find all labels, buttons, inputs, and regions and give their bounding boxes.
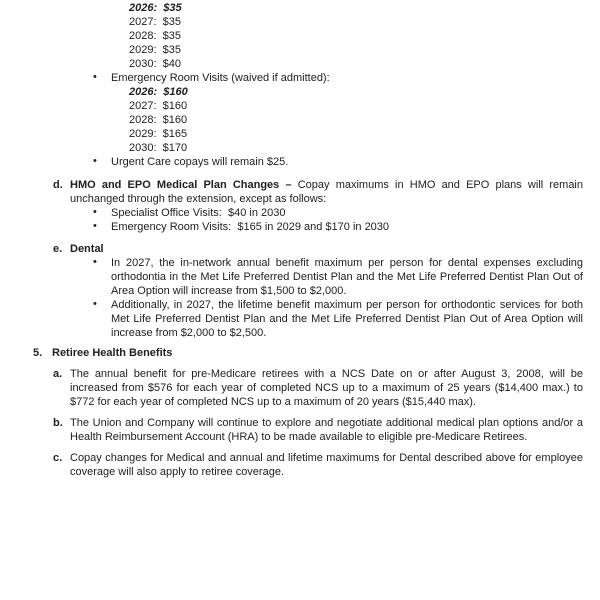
item-letter-label: d. — [53, 179, 63, 191]
item-e-dental — [0, 242, 583, 340]
copay-year-line: 2027: $35 — [129, 16, 181, 28]
section-number-label: 5. — [33, 347, 43, 359]
item-text: The Union and Company will continue to explore and negotiate additional medical plan options and/or a Health Reimbursement Account (HRA) to be made available to eligible pre-Medicare Retirees. — [70, 417, 583, 443]
er-visits-bullet — [70, 220, 583, 234]
emergency-room-bullet — [0, 71, 583, 85]
bullet-text: Additionally, in 2027, the lifetime benefit maximum per person for orthodontic services for both Met Life Preferred Dentist Plan and the Met Life Preferred Dentist Plan Out of Area Option will increase from $2,000 to $2,500. — [111, 299, 583, 339]
item-letter-label: c. — [53, 452, 63, 464]
bullet-text: In 2027, the in-network annual benefit maximum per person for dental expenses excluding orthodontia in the Met Life Preferred Dentist Plan and the Met Life Preferred Dentist Plan Out of Area Option will increase from $1,500 to $2,000. — [111, 257, 583, 297]
item-a-retiree-annual-benefit — [0, 367, 583, 409]
bullet-text: Emergency Room Visits (waived if admitted): — [111, 72, 330, 84]
item-d-title: HMO and EPO Medical Plan Changes – — [70, 179, 298, 191]
bullet-icon: • — [93, 256, 97, 268]
copay-year-line: 2027: $160 — [129, 100, 188, 112]
dental-lifetime-max-bullet — [70, 298, 583, 340]
item-letter-label: e. — [53, 243, 63, 255]
item-d-body: Copay maximums in HMO and EPO plans will remain unchanged through the extension, except as follows: — [70, 179, 583, 205]
item-d-paragraph — [70, 178, 583, 206]
item-d-hmo-epo-changes — [0, 178, 583, 234]
specialist-copay-year-list — [0, 1, 583, 71]
bullet-icon: • — [93, 71, 97, 83]
copay-year-line: 2030: $40 — [129, 58, 181, 70]
bullet-text: Specialist Office Visits: $40 in 2030 — [111, 207, 286, 219]
bullet-text: Urgent Care copays will remain $25. — [111, 156, 289, 168]
bullet-icon: • — [93, 155, 97, 167]
copay-year-line: 2028: $160 — [129, 114, 188, 126]
copay-year-line: 2026: $160 — [129, 86, 188, 98]
urgent-care-bullet — [0, 155, 583, 169]
item-text: The annual benefit for pre-Medicare retirees with a NCS Date on or after August 3, 2008, will be increased from $576 for each year of completed NCS up to a maximum of 25 years ($14,400 max.) to $772 for each year of completed NCS up to a maximum of 20 years ($15,440 max). — [70, 368, 583, 408]
copay-year-line: 2030: $170 — [129, 142, 188, 154]
item-text: Copay changes for Medical and annual and lifetime maximums for Dental described above for employee coverage will also apply to retiree coverage. — [70, 452, 583, 478]
bullet-icon: • — [93, 220, 97, 232]
dental-annual-max-bullet — [70, 256, 583, 298]
section-title: Retiree Health Benefits — [52, 347, 173, 359]
copay-year-line: 2026: $35 — [129, 2, 182, 14]
copay-year-line: 2028: $35 — [129, 30, 181, 42]
item-e-title: Dental — [70, 243, 104, 255]
section-5-heading — [0, 346, 583, 360]
bullet-text: Emergency Room Visits: $165 in 2029 and $170 in 2030 — [111, 221, 390, 233]
bullet-icon: • — [93, 206, 97, 218]
copay-year-line: 2029: $165 — [129, 128, 188, 140]
item-letter-label: a. — [53, 368, 63, 380]
item-b-medical-plan-options — [0, 416, 583, 444]
er-copay-year-list — [0, 85, 583, 155]
specialist-visits-bullet — [70, 206, 583, 220]
bullet-icon: • — [93, 298, 97, 310]
copay-year-line: 2029: $35 — [129, 44, 181, 56]
item-letter-label: b. — [53, 417, 63, 429]
item-c-copay-changes-retiree — [0, 451, 583, 479]
